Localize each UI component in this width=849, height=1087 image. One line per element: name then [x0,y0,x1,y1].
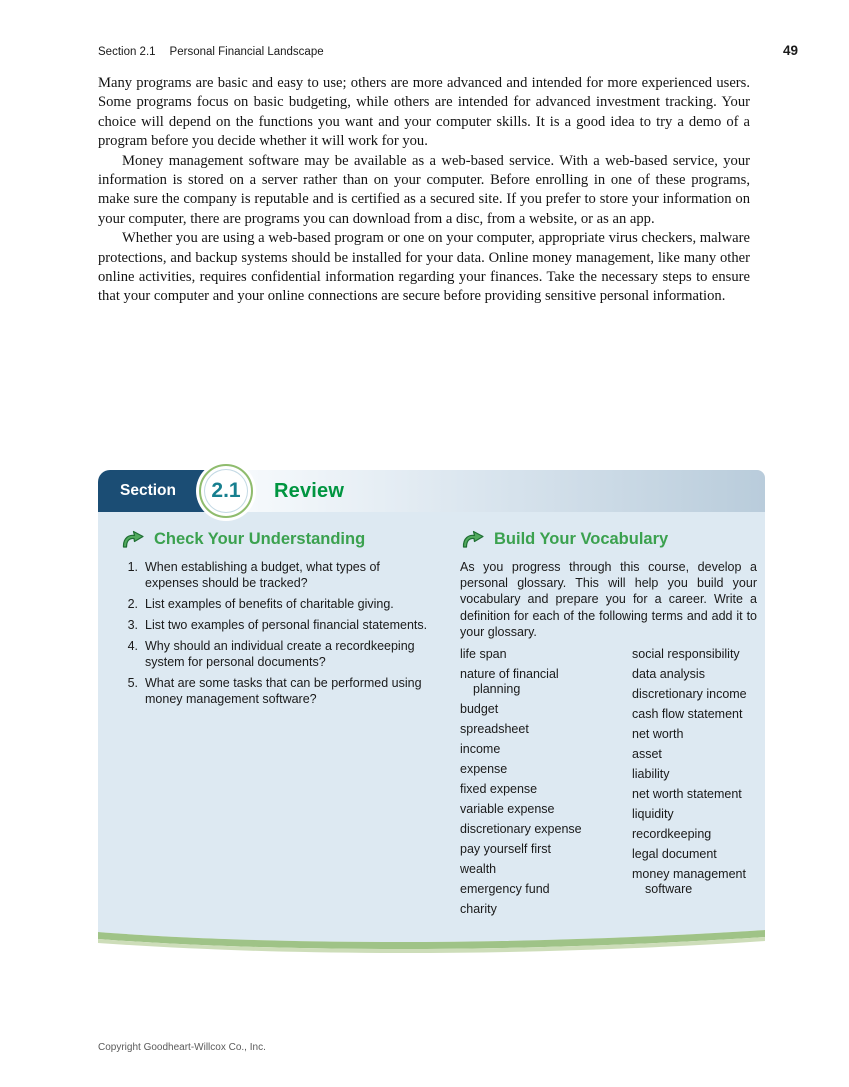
vocab-term: income [460,741,501,756]
vocab-term: legal document [632,847,717,862]
section-label: Section [120,482,176,499]
question-number: 2. [127,597,138,611]
question-text: When establishing a budget, what types of expenses should be tracked? [145,560,380,590]
body-text [98,74,750,307]
vocab-term: budget [460,701,499,716]
section-review-box [98,470,765,956]
question-number: 4. [127,639,138,653]
check-heading-row [120,528,436,550]
vocab-intro: As you progress through this course, develop a personal glossary. This will help you build your vocabulary and prepare you for a career. Write a definition for each of the following terms and add it to your glossary. [460,560,757,639]
page-number: 49 [782,43,798,58]
paragraph: Money management software may be available as a web-based service. With a web-based service, your information is stored on a server rather than on your computer. Before enrolling in one of these programs, make sure the company is reputable and is certified as a secured site. If you prefer to store your information on your computer, there are programs you can download from a disc, from a website, or as an app. [98,152,750,227]
arrow-icon [120,528,146,550]
vocab-term: fixed expense [460,781,538,796]
vocab-term: discretionary income [632,687,747,702]
question-item [120,675,436,707]
vocab-term: expense [460,761,508,776]
question-text: Why should an individual create a recordkeeping system for personal documents? [145,639,415,669]
running-head-title: Personal Financial Landscape [169,46,324,58]
question-item [120,617,436,633]
arrow-icon [460,528,486,550]
vocab-term: net worth statement [632,787,742,802]
question-text: List examples of benefits of charitable giving. [145,597,394,611]
vocab-term: recordkeeping [632,827,712,842]
review-bar-right [230,470,765,512]
check-your-understanding-column [120,528,436,922]
running-head [98,43,798,58]
question-text: What are some tasks that can be performed using money management software? [145,676,422,706]
question-item [120,596,436,612]
running-head-section: Section 2.1 [98,46,156,58]
question-item [120,638,436,670]
question-list [120,559,436,707]
paragraph: Whether you are using a web-based program or one on your computer, appropriate virus checkers, malware protections, and backup systems should be installed for your data. Online money management, like many other online activities, requires confidential information regarding your finances. Take the necessary steps to ensure that your computer and your online connections are secure before providing sensitive personal information. [98,230,750,305]
vocab-term: emergency fund [460,881,550,896]
vocab-term: social responsibility [632,647,740,662]
paragraph: Many programs are basic and easy to use; others are more advanced and intended for more experienced users. Some programs focus on basic budgeting, while others are intended for advanced investment tracking. Your choice will depend on the functions you want and your computer skills. It is a good idea to try a demo of a program before you decide whether it will work for you. [98,75,750,150]
vocab-term: spreadsheet [460,721,529,736]
review-body [98,512,765,926]
section-number: 2.1 [211,479,241,502]
review-title: Review [274,480,345,502]
vocab-term: liability [632,767,670,782]
review-columns [120,528,757,922]
vocab-heading: Build Your Vocabulary [494,529,669,548]
vocab-term: asset [632,747,662,762]
vocab-terms-column-2 [632,647,757,922]
question-number: 5. [127,676,138,690]
vocab-term: variable expense [460,801,555,816]
vocab-term: wealth [460,861,497,876]
vocab-term: cash flow statement [632,707,743,722]
vocab-term: charity [460,901,497,916]
build-your-vocabulary-column [460,528,757,922]
vocab-term: pay yourself first [460,841,552,856]
vocab-term: life span [460,647,507,662]
copyright: Copyright Goodheart-Willcox Co., Inc. [98,1042,266,1053]
vocab-term: liquidity [632,807,674,822]
vocab-terms [460,647,757,922]
running-head-left [98,46,324,58]
question-item [120,559,436,591]
question-number: 1. [127,560,138,574]
check-heading: Check Your Understanding [154,529,366,548]
vocab-heading-row [460,528,757,550]
vocab-term: nature of financial planning [460,667,559,696]
vocab-term: data analysis [632,667,705,682]
review-header-bar [98,470,765,512]
question-text: List two examples of personal financial statements. [145,618,428,632]
bottom-swoosh [98,926,765,956]
vocab-term: net worth [632,727,684,742]
vocab-term: discretionary expense [460,821,582,836]
vocab-term: money management software [632,867,746,896]
section-number-badge [199,464,253,518]
question-number: 3. [127,618,138,632]
vocab-terms-column-1 [460,647,592,922]
